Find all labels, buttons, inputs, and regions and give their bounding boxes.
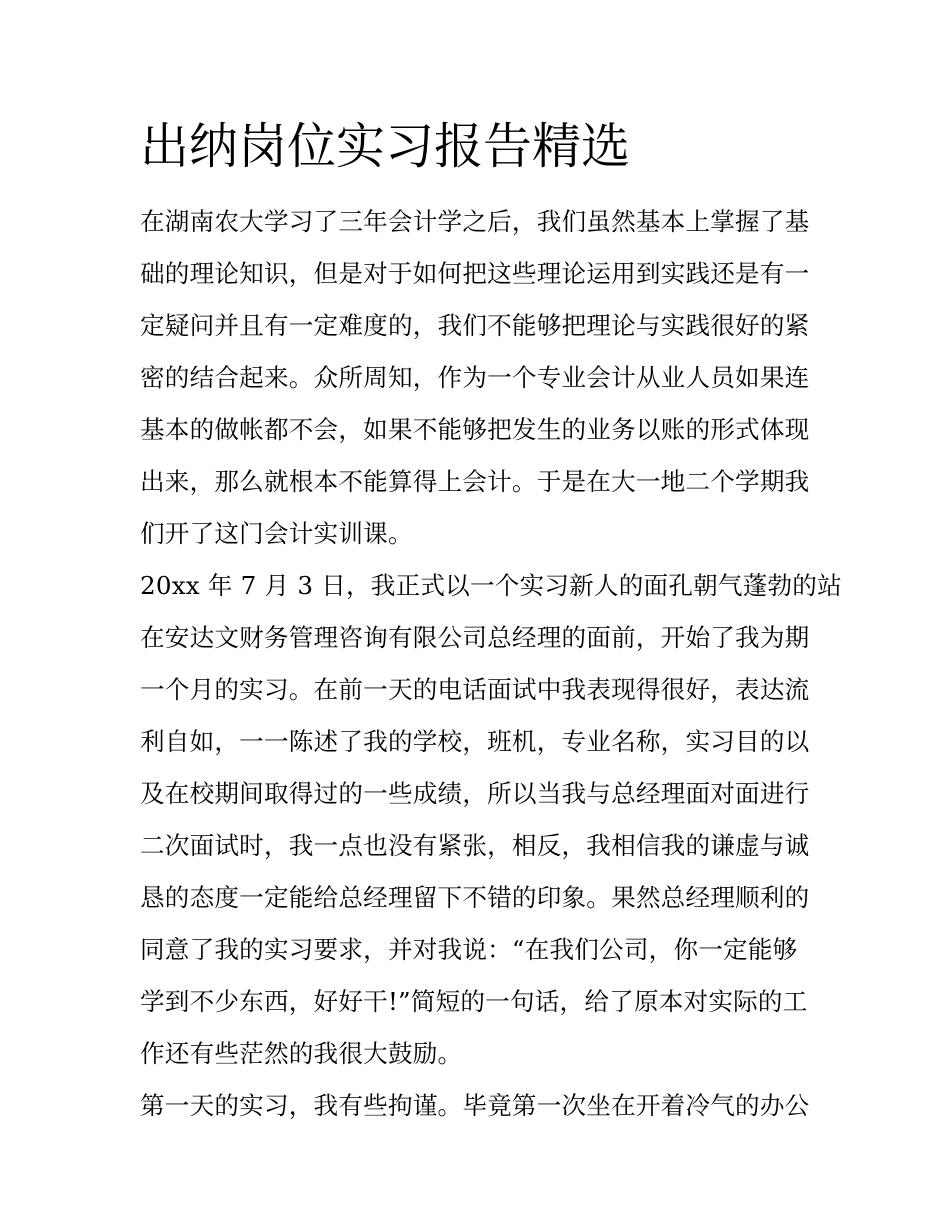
text-line: 第一天的实习，我有些拘谨。毕竟第一次坐在开着冷气的办公 xyxy=(140,1091,810,1120)
document-title: 出纳岗位实习报告精选 xyxy=(140,118,631,175)
text-line: 及在校期间取得过的一些成绩，所以当我与总经理面对面进行 xyxy=(140,779,810,808)
text-line: 在湖南农大学习了三年会计学之后，我们虽然基本上掌握了基 xyxy=(140,207,810,236)
text-line: 在安达文财务管理咨询有限公司总经理的面前，开始了我为期 xyxy=(140,623,810,652)
text-line: 作还有些茫然的我很大鼓励。 xyxy=(140,1039,463,1068)
text-line: 学到不少东西，好好干!”简短的一句话，给了原本对实际的工 xyxy=(140,987,808,1016)
text-line: 恳的态度一定能给总经理留下不错的印象。果然总经理顺利的 xyxy=(140,883,810,912)
text-line: 出来，那么就根本不能算得上会计。于是在大一地二个学期我 xyxy=(140,467,810,496)
text-line: 20xx 年 7 月 3 日，我正式以一个实习新人的面孔朝气蓬勃的站 xyxy=(140,571,842,600)
text-line: 利自如，一一陈述了我的学校，班机，专业名称，实习目的以 xyxy=(140,727,810,756)
text-line: 础的理论知识，但是对于如何把这些理论运用到实践还是有一 xyxy=(140,259,810,288)
text-line: 同意了我的实习要求，并对我说：“在我们公司，你一定能够 xyxy=(140,935,798,964)
text-line: 密的结合起来。众所周知，作为一个专业会计从业人员如果连 xyxy=(140,363,810,392)
text-line: 定疑问并且有一定难度的，我们不能够把理论与实践很好的紧 xyxy=(140,311,810,340)
text-line: 们开了这门会计实训课。 xyxy=(140,519,413,548)
text-line: 一个月的实习。在前一天的电话面试中我表现得很好，表达流 xyxy=(140,675,810,704)
text-line: 二次面试时，我一点也没有紧张，相反，我相信我的谦虚与诚 xyxy=(140,831,810,860)
text-line: 基本的做帐都不会，如果不能够把发生的业务以账的形式体现 xyxy=(140,415,810,444)
